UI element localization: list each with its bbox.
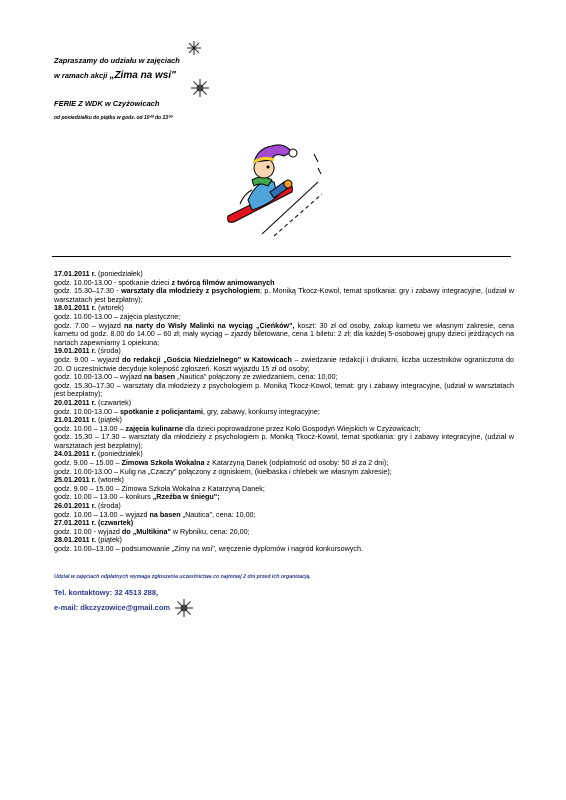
snowflake-icon xyxy=(186,40,202,56)
contact-phone: Tel. kontaktowy: 32 4513 288, xyxy=(54,588,159,597)
snowflake-icon xyxy=(190,78,210,98)
schedule-entry: godz. 15.30–17.30 – warsztaty dla młodzieży z psychologiem p. Moniką Tkocz-Kowol, temat: gry i zabawy integracyjne, (udział w warsztatach jest bezpłatny); xyxy=(54,380,514,399)
hours-line: od poniedziałku do piątku w godz. od 10⁰⁰ do 13⁰⁰ xyxy=(54,115,173,121)
schedule-day-date: 26.01.2011 r. (środa) xyxy=(54,501,121,511)
schedule-entry: godz. 10.00-13.00 – zajęcia plastyczne; xyxy=(54,311,181,321)
schedule-entry: godz. 15.30 – 17.30 – warsztaty dla młodzieży z psychologiem p. Moniką Tkocz-Kowol, temat spotkania: gry i zabawy integracyjne, (udział w warsztatach jest bezpłatny); xyxy=(54,432,514,450)
schedule-entry: godz. 9.00 – wyjazd do redakcji „Gościa Niedzielnego" w Katowicach – zwiedzanie redakcji i drukarni, liczba uczestników ograniczona do 20. O uczestnictwie decyduje kolejność zgłoszeń. Koszt wyjazdu 15 zł od osoby; xyxy=(54,354,514,373)
action-name: „Zima na wsi" xyxy=(109,70,176,81)
schedule-entry: godz. 10.00-13.00 – Kulig na „Czaczy" połączony z ogniskiem, (kiełbaska i chlebek we własnym zakresie); xyxy=(54,466,392,476)
schedule-day-date: 17.01.2011 r. (poniedziałek) xyxy=(54,269,143,278)
schedule-entry: godz. 10.00 – 13.00 – wyjazd na basen „Nautica", cena: 10,00; xyxy=(54,509,256,519)
schedule-entry: godz. 10.00–13.00 – podsumowanie „Zimy na wsi", wręczenie dyplomów i nagród konkursowych. xyxy=(54,544,363,553)
schedule-entry: godz. 10.00-13.00 - spotkanie dzieci z twórcą filmów animowanych xyxy=(54,277,275,287)
schedule-day-date: 18.01.2011 r. (wtorek) xyxy=(54,303,124,313)
schedule-day-date: 19.01.2011 r. (środa) xyxy=(54,346,121,356)
schedule-day-date: 20.01.2011 r. (czwartek) xyxy=(54,397,132,407)
schedule-entry: godz. 9.00 – 15.00 – Zimowa Szkoła Wokalna z Katarzyną Danek (odpłatność od osoby: 50 zł za 2 dni); xyxy=(54,458,389,468)
schedule xyxy=(54,270,514,554)
schedule-day-date: 28.01.2011 r. (piątek) xyxy=(54,535,122,545)
snowflake-icon xyxy=(174,598,194,618)
schedule-entry: godz. 15.30–17.30 - warsztaty dla młodzieży z psychologiem; p. Moniką Tkocz-Kowol, temat spotkania: gry i zabawy integracyjne, (udział w warsztatach jest bezpłatny); xyxy=(54,286,514,304)
schedule-entry: godz. 7.00 – wyjazd na narty do Wisły Malinki na wyciąg „Cieńków", koszt: 30 zł od osoby, zakup karnetu we własnym zakresie, cena karnetu od godz. 8.00 do 14.00 – 60 zł; mały wyciąg – zjazdy biletowane, cena 1 biletu: 2 zł; dla każdej 5-osobowej grupy dzieci jeżdżących na nartach zapewniamy 1 opiekuna; xyxy=(54,320,514,347)
section-divider xyxy=(52,256,511,257)
schedule-entry: godz. 10.00 – 13.00 – zajęcia kulinarne dla dzieci poprowadzone przez Koło Gospodyń Wiejskich w Czyżowicach; xyxy=(54,423,421,433)
contact-email[interactable]: e-mail: dkczyzowice@gmail.com xyxy=(54,603,171,612)
schedule-day-date: 21.01.2011 r. (piątek) xyxy=(54,415,122,425)
schedule-day-date: 27.01.2011 r. (czwartek) xyxy=(54,518,134,528)
schedule-entry: godz. 10.00-13.00 – spotkanie z policjantami, gry, zabawy, konkursy integracyjne; xyxy=(54,406,320,416)
schedule-entry: godz. 10.00-13.00 – wyjazd na basen „Nautica" połączony ze zwiedzaniem, cena: 10,00; xyxy=(54,372,338,382)
ferie-title: FERIE Z WDK w Czyżowicach xyxy=(54,99,160,108)
invitation-line: Zapraszamy do udziału w zajęciach xyxy=(54,56,180,65)
schedule-entry: godz. 10.00 – 13.00 – konkurs „Rzeźba w śniegu"; xyxy=(54,492,220,502)
schedule-day-date: 24.01.2011 r. (poniedziałek) xyxy=(54,449,143,459)
action-prefix: w ramach akcji xyxy=(54,71,110,80)
schedule-entry: godz. 9.00 – 15.00 – Zimowa Szkoła Wokalna z Katarzyną Danek; xyxy=(54,483,265,493)
schedule-entry: godz. 10.00 - wyjazd do „Multikina" w Rybniku, cena: 20,00; xyxy=(54,526,250,536)
child-on-sled-illustration xyxy=(222,134,326,238)
registration-note: Udział w zajęciach odpłatnych wymaga zgłoszenia uczestnictwa co najmniej 2 dni przed ich organizacją. xyxy=(54,574,311,580)
schedule-day-date: 25.01.2011 r. (wtorek) xyxy=(54,475,124,485)
action-line xyxy=(54,70,176,81)
